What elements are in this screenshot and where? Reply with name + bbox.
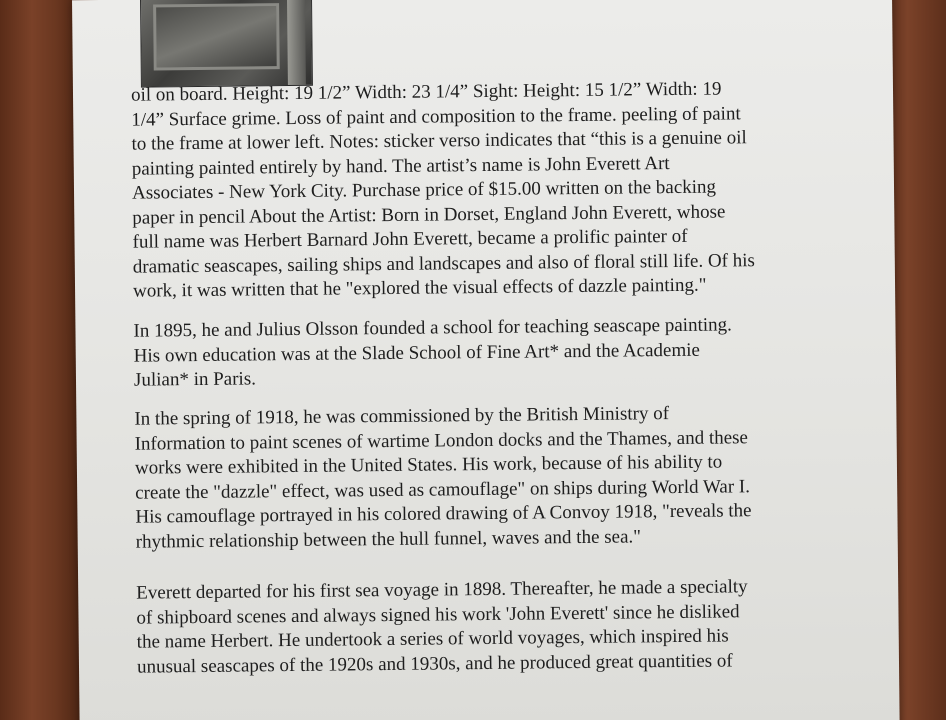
text-line: Julian* in Paris. xyxy=(133,368,257,391)
text-line: His camouflage portrayed in his colored drawing of A Convoy 1918, "reveals the xyxy=(135,500,752,528)
text-line: Associates - New York City. Purchase price of $15.00 written on the backing xyxy=(131,176,717,204)
paragraph-voyages xyxy=(136,574,857,680)
text-line: to the frame at lower left. Notes: sticker verso indicates that “this is a genuine oil xyxy=(131,127,747,155)
text-line: His own education was at the Slade School of Fine Art* and the Academie xyxy=(133,339,701,367)
text-line: rhythmic relationship between the hull funnel, waves and the sea." xyxy=(135,525,642,553)
text-line: In 1895, he and Julius Olsson founded a school for teaching seascape painting. xyxy=(133,314,732,342)
text-line: of shipboard scenes and always signed his work 'John Everett' since he disliked xyxy=(136,600,740,629)
text-line: oil on board. Height: 19 1/2” Width: 23 1/4” Sight: Height: 15 1/2” Width: 19 xyxy=(130,78,722,106)
text-line: 1/4” Surface grime. Loss of paint and composition to the frame. peeling of paint xyxy=(131,102,741,131)
text-line: dramatic seascapes, sailing ships and landscapes and also of floral still life. Of his xyxy=(132,249,755,278)
text-line: painting painted entirely by hand. The artist’s name is John Everett Art xyxy=(131,152,670,180)
text-line: the name Herbert. He undertook a series of world voyages, which inspired his xyxy=(136,625,729,653)
text-line: In the spring of 1918, he was commissioned by the British Ministry of xyxy=(134,403,670,430)
paragraph-wartime xyxy=(134,400,855,555)
wooden-table-left xyxy=(0,0,80,720)
paragraph-description xyxy=(131,76,853,304)
text-line: create the "dazzle" effect, was used as camouflage" on ships during World War I. xyxy=(135,475,751,504)
text-line: paper in pencil About the Artist: Born in Dorset, England John Everett, whose xyxy=(132,200,726,229)
printed-page xyxy=(72,0,900,720)
text-line: works were exhibited in the United States. His work, because of his ability to xyxy=(134,451,723,479)
text-line: unusual seascapes of the 1920s and 1930s, and he produced great quantities of xyxy=(136,649,733,678)
text-line: Information to paint scenes of wartime London docks and the Thames, and these xyxy=(134,426,749,455)
paragraph-school xyxy=(133,312,854,393)
painting-photo xyxy=(140,0,313,88)
painting-image xyxy=(153,3,280,70)
text-line: work, it was written that he "explored the visual effects of dazzle painting." xyxy=(132,274,707,302)
text-line: Everett departed for his first sea voyage in 1898. Thereafter, he made a specialty xyxy=(136,576,748,604)
text-line: full name was Herbert Barnard John Everett, became a prolific painter of xyxy=(132,225,688,253)
painting-frame-edge xyxy=(287,0,306,85)
